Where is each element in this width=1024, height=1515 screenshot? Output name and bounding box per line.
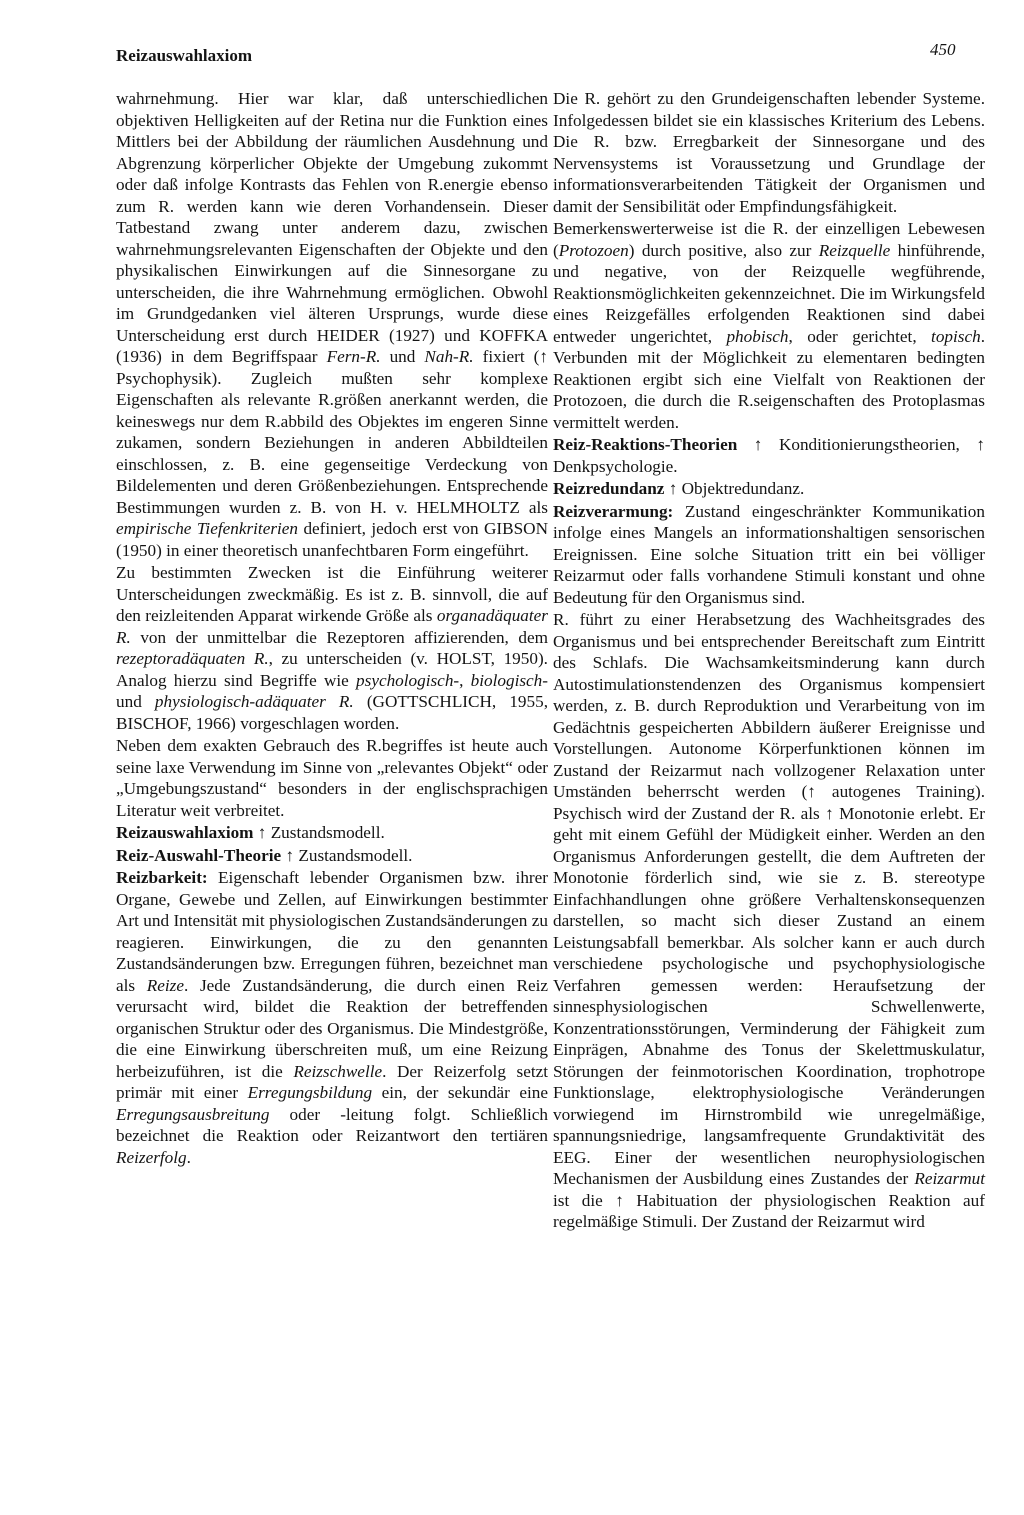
entry-headword: Reiz-Auswahl-Theorie <box>116 845 282 865</box>
text-run: Zu bestimmten Zwecken ist die Einführung weiterer Unterscheidungen zweckmäßig. Es ist z. B. sinnvoll, die auf den reizleitenden Apparat wirkende Größe als <box>116 563 548 625</box>
text-run: oder -leitung folgt. Schließlich bezeichnet die Reaktion oder Reizantwort den tertiären <box>116 1104 548 1145</box>
text-run: ↑ Zustandsmodell. <box>281 845 413 865</box>
paragraph <box>553 434 985 477</box>
italic-term: Reizquelle <box>818 240 891 260</box>
text-run: und <box>116 692 155 711</box>
running-head: Reizauswahlaxiom <box>116 46 252 65</box>
text-run: ↑ Objektredundanz. <box>664 479 805 498</box>
text-run: . Der Reizerfolg setzt primär mit einer <box>116 1061 548 1102</box>
page-number: 450 <box>930 40 956 59</box>
italic-term: topisch <box>931 326 981 346</box>
italic-term: Protozoen <box>558 240 629 260</box>
entry-headword: Reizbarkeit: <box>116 868 208 887</box>
paragraph <box>116 845 548 867</box>
paragraph <box>553 609 985 1233</box>
text-run: ↑ Konditionierungstheorien, ↑ Denkpsychologie. <box>553 435 985 476</box>
text-run: ein, der sekundär eine <box>372 1083 548 1102</box>
paragraph <box>116 867 548 1168</box>
entry-headword: Reizverarmung: <box>553 501 674 521</box>
text-run: ↑ Zustandsmodell. <box>253 823 385 842</box>
italic-term: Reizschwelle <box>293 1061 383 1081</box>
text-run: , zu unterscheiden (v. HOLST, 1950). Analog hierzu sind Begriffe wie <box>116 649 548 690</box>
italic-term: Erregungsausbreitung <box>116 1104 270 1124</box>
text-run: definiert, jedoch erst von GIBSON (1950) in einer theoretisch unanfechtbaren Form eingeführt. <box>116 519 548 560</box>
paragraph <box>553 88 985 217</box>
italic-term: psychologisch- <box>356 670 460 690</box>
entry-headword: Reizredundanz <box>553 479 665 498</box>
text-run: , oder gerichtet, <box>788 326 932 346</box>
italic-term: Nah-R. <box>424 347 474 366</box>
text-run: . <box>186 1147 191 1167</box>
paragraph <box>116 88 548 561</box>
entry-headword: Reiz-Reaktions-Theorien <box>553 435 738 454</box>
paragraph <box>116 735 548 821</box>
left-column <box>116 88 548 1168</box>
paragraph <box>116 822 548 844</box>
italic-term: empirische Tiefenkriterien <box>116 519 299 538</box>
right-column <box>553 88 985 1233</box>
text-run: fixiert (↑ Psychophysik). Zugleich mußten sehr komplexe Eigenschaften als relevante R.größen anerkannt werden, die keineswegs nur dem R.abbild des Objektes im engeren Sinne zukamen, sondern Beziehungen in anderen Abbildteilen einschlossen, z. B. eine gegenseitige Verdeckung von Bildelementen und deren Größenbeziehungen. Entsprechende Bestimmungen wurden z. B. von H. v. HELMHOLTZ als <box>116 347 548 517</box>
text-run: hinführende, und negative, von der Reizquelle wegführende, Reaktionsmöglichkeiten gekennzeichnet. Die im Wirkungsfeld eines Reizgefälles erfolgenden Reaktionen sind dabei entweder ungerichtet, <box>553 240 985 346</box>
text-run: Zustand eingeschränkter Kommunikation infolge eines Mangels an informationshaltigen sensorischen Ereignissen. Eine solche Situation tritt ein bei völliger Reizarmut oder falls vorhandene Stimuli konstant und ohne Bedeutung für den Organismus sind. <box>553 501 985 607</box>
italic-term: phobisch <box>726 326 789 346</box>
text-run: Die R. gehört zu den Grundeigenschaften lebender Systeme. Infolgedessen bildet sie ein klassisches Kriterium des Lebens. Die R. bzw. Erregbarkeit der Sinnesorgane und des Nervensystems ist Voraussetzung und Grundlage der informationsverarbeitenden Tätigkeit der Organismen und damit der Sensibilität oder Empfindungsfähigkeit. <box>553 89 985 216</box>
entry-headword: Reizauswahlaxiom <box>116 823 254 842</box>
text-run: wahrnehmung. Hier war klar, daß unterschiedlichen objektiven Helligkeiten auf der Retina nur die Funktion eines Mittlers bei der Abbildung der räumlichen Ausdehnung und Abgrenzung körperlicher Objekte der Umgebung zukommt oder daß infolge Kontrasts das Fehlen von R.energie ebenso zum R. werden kann wie deren Vorhandensein. Dieser Tatbestand zwang unter anderem dazu, zwischen wahrnehmungsrelevanten Eigenschaften der Objekte und den physikalischen Einwirkungen auf die Sinnesorgane zu unterscheiden, die ihre Wahrnehmung ermöglichen. Obwohl im Grundgedanken viel älteren Ursprungs, wurde diese Unterscheidung erst durch HEIDER (1927) und KOFFKA (1936) in dem Begriffspaar <box>116 89 548 366</box>
italic-term: rezeptoradäquaten R. <box>116 649 269 668</box>
text-run: ist die ↑ Habituation der physiologischen Reaktion auf regelmäßige Stimuli. Der Zustand der Reizarmut wird <box>553 1190 985 1231</box>
text-run: Neben dem exakten Gebrauch des R.begriffes ist heute auch seine laxe Verwendung im Sinne von „relevantes Objekt“ oder „Umgebungszustand“ besonders in der englischsprachigen Literatur weit verbreitet. <box>116 736 548 820</box>
paragraph <box>116 562 548 734</box>
paragraph <box>553 478 985 500</box>
text-run: . Verbunden mit der Möglichkeit zu elementaren bedingten Reaktionen ergibt sich eine Vielfalt von Reaktionen der Protozoen, die durch die R.seigenschaften des Protoplasmas vermittelt werden. <box>553 326 985 432</box>
paragraph <box>553 501 985 609</box>
paragraph <box>553 218 985 433</box>
text-run: , <box>459 670 471 690</box>
text-run: R. führt zu einer Herabsetzung des Wachheitsgrades des Organismus und bei entsprechender Bereitschaft zum Eintritt des Schlafs. Die Wachsamkeitsminderung kann durch Autostimulationstendenzen des Organismus kompensiert werden, z. B. durch Reproduktion und Verarbeitung von im Gedächtnis gespeicherten Abbildern äußerer Ereignisse und Vorstellungen. Autonome Körperfunktionen können im Zustand der Reizarmut nach vollzogener Relaxation unter Umständen beherrscht werden (↑ autogenes Training). Psychisch wird der Zustand der R. als ↑ Monotonie erlebt. Er geht mit einem Gefühl der Müdigkeit einher. Werden an den Organismus Anforderungen gestellt, die dem Auftreten der Monotonie förderlich sind, wie sie z. B. stereotype Einfachhandlungen ohne größere Verhaltenskonsequenzen darstellen, so macht sich dieser Zustand an einem Leistungsabfall bemerkbar. Als solcher kann er auch durch verschiedene psychologische und psychophysiologische Verfahren gemessen werden: Heraufsetzung der sinnesphysiologischen Schwellenwerte, Konzentrationsstörungen, Verminderung der Fähigkeit zum Einprägen, Abnahme des Tonus der Skelettmuskulatur, Störungen der feinmotorischen Koordination, trophotrope Funktionslage, elektrophysiologische Veränderungen vorwiegend im Hirnstrombild wie unregelmäßige, spannungsniedrige, langsamfrequente Grundaktivität des EEG. Einer der wesentlichen neurophysiologischen Mechanismen der Ausbildung eines Zustandes der <box>553 610 985 1188</box>
italic-term: Reizarmut <box>914 1169 985 1188</box>
italic-term: organadäquater R. <box>116 606 548 647</box>
italic-term: biologisch- <box>470 670 548 690</box>
text-run: Bemerkenswerterweise ist die R. der einzelligen Lebewesen ( <box>553 219 985 260</box>
text-run: Eigenschaft lebender Organismen bzw. ihrer Organe, Gewebe und Zellen, auf Einwirkungen bestimmter Art und Intensität mit physiologischen Zustandsänderungen zu reagieren. Einwirkungen, die zu den genannten Zustandsänderungen bzw. Erregungen führen, bezeichnet man als <box>116 868 548 995</box>
text-run: ) durch positive, also zur <box>628 240 819 260</box>
text-run: und <box>380 347 425 366</box>
italic-term: Reizerfolg <box>116 1147 187 1167</box>
italic-term: Erregungsbildung <box>247 1083 373 1102</box>
text-run: von der unmittelbar die Rezeptoren affizierenden, dem <box>130 627 548 647</box>
text-run: (GOTTSCHLICH, 1955, BISCHOF, 1966) vorgeschlagen worden. <box>116 692 548 733</box>
text-run: . Jede Zustandsänderung, die durch einen Reiz verursacht wird, bildet die Reaktion der betreffenden organischen Struktur oder des Organismus. Die Mindestgröße, die eine Einwirkung überschreiten muß, um eine Reizung herbeizuführen, ist die <box>116 975 548 1081</box>
italic-term: physiologisch-adäquater R. <box>154 692 354 711</box>
italic-term: Reize <box>146 975 184 995</box>
italic-term: Fern-R. <box>326 347 381 366</box>
